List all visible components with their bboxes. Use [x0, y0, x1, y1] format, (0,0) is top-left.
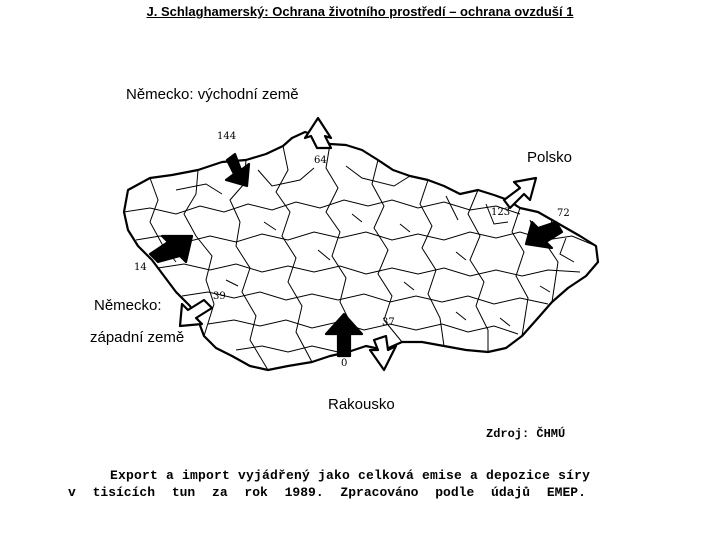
district-boundaries	[124, 144, 596, 370]
label-germany-west-line1: Německo:	[94, 297, 162, 314]
arrow-import-germany-west	[150, 236, 192, 262]
value-import-austria: 0	[341, 358, 348, 369]
caption-line-2: v tisících tun za rok 1989. Zpracováno podle údajů EMEP.	[68, 485, 586, 500]
label-germany-east: Německo: východní země	[126, 86, 299, 103]
page-header: J. Schlaghamerský: Ochrana životního prostředí – ochrana ovzduší 1	[146, 4, 574, 19]
value-import-germany-east: 144	[217, 131, 237, 142]
arrow-export-poland	[504, 178, 536, 208]
caption-line-1: Export a import vyjádřený jako celková emise a depozice síry	[110, 468, 591, 483]
arrow-export-austria	[370, 336, 396, 370]
value-import-poland: 72	[557, 208, 570, 219]
arrow-import-poland	[526, 222, 562, 248]
arrow-import-germany-east	[226, 154, 249, 186]
label-poland: Polsko	[527, 149, 573, 166]
value-export-germany-east: 64	[314, 155, 327, 166]
value-export-poland: 123	[491, 207, 511, 218]
value-import-germany-west: 14	[134, 262, 147, 273]
arrow-export-germany-west	[180, 300, 212, 326]
label-germany-west-line2: západní země	[90, 329, 185, 346]
source-note: Zdroj: ČHMÚ	[486, 427, 566, 441]
label-austria: Rakousko	[328, 396, 395, 413]
value-export-austria: 37	[382, 317, 395, 328]
value-export-germany-west: 39	[213, 291, 226, 302]
arrow-export-germany-east	[305, 118, 331, 148]
